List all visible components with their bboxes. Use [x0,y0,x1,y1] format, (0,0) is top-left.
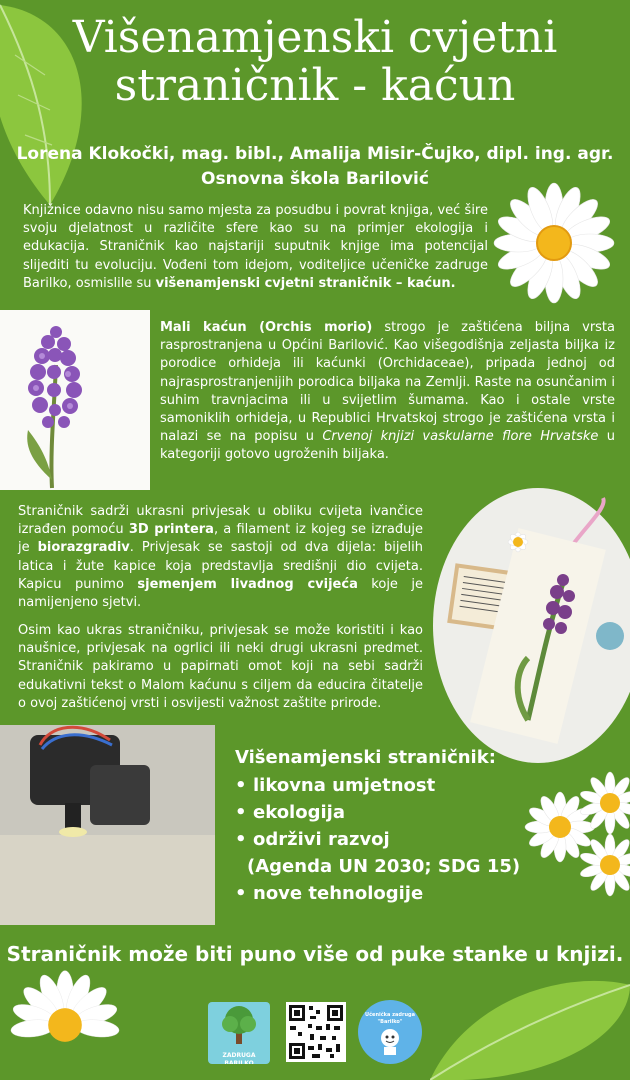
list-item [235,772,520,799]
logo-left-text: ZADRUGA BARILKO [222,1052,256,1064]
orchid-italic: Crvenoj knjizi vaskularne flore Hrvatske [322,429,599,445]
orchid-text-1: strogo je zaštićena biljna vrsta rasprostranjena u Općini Barilović. Kao višegodišnja zeljasta biljka iz porodice orhideja ili kaćunki (Orchidaceae), pripada jednoj od najrasprostranjenijih porodica biljaka na Zemlji. Raste na osunčanim i suhim travnjacima ili u svijetlim šumama. Kao i ostale vrste samoniklih orhideja, u Republici Hrvatskoj strogo je zaštićena vrsta i nalazi se na popisu u [160,320,615,445]
bullet-icon: • [235,829,247,850]
pendant-text-2: , a filament iz kojeg se izrađuje je [18,522,423,556]
list-item-text: ekologija [253,802,345,823]
3d-printer-icon [0,725,215,925]
list-item-text: nove tehnologije [253,883,424,904]
list-item [235,880,520,907]
tree-icon [208,1002,270,1048]
logo-right-text: Učenička zadruga "Barilko" [365,1012,415,1025]
bookmark-photo [433,488,630,763]
bullet-icon: • [235,883,247,904]
list-item-text: (Agenda UN 2030; SDG 15) [247,856,521,877]
bookmark-icon [433,488,630,763]
orchid-icon [0,310,150,490]
bullet-icon: • [235,802,247,823]
list-item-text: održivi razvoj [253,829,390,850]
intro-paragraph [23,202,488,293]
list-item-note [235,853,520,880]
mascot-icon [370,1026,410,1056]
qr-code-icon [286,1002,346,1062]
orchid-text-2: u kategoriji gotovo ugroženih biljaka. [160,429,615,463]
daisy-icon [493,182,615,304]
usage-paragraph: Osim kao ukras straničniku, privjesak se može koristiti i kao naušnice, privjesak na ogrlici ili neki drugi ukrasni predmet. Straničnik pakiramo u papirnati omot koji na sebi sadrži edukativni tekst o Malom kaćunu s ciljem da educira čitatelje o ovoj zaštićenoj vrsti i osvijesti važnost zaštite prirode. [18,623,423,711]
orchid-paragraph [160,319,615,465]
pendant-bold-2: biorazgradiv [37,540,130,556]
slogan: Straničnik može biti puno više od puke stanke u knjizi. [6,942,624,966]
pendant-bold-3: sjemenjem livadnog cvijeća [137,576,358,592]
title-line-2: straničnik - kaćun [114,60,516,111]
authors: Lorena Klokočki, mag. bibl., Amalija Misir-Čujko, dipl. ing. agr. [16,144,614,164]
printer-photo [0,725,215,925]
zadruga-logo [358,1000,422,1064]
daisy-bottom-icon [0,970,150,1080]
pendant-bold-1: 3D printera [128,522,214,538]
intro-bold: višenamjenski cvjetni straničnik – kaćun. [155,275,456,291]
title-line-1: Višenamjenski cvjetni [72,12,558,63]
school-name: Osnovna škola Barilović [201,169,429,189]
pendant-text-3: . Privjesak se sastoji od dva dijela: bijelih latica i žute kapice koja predstavlja središnji dio cvijeta. Kapicu punimo [18,540,423,592]
bullet-icon: • [235,775,247,796]
list-item [235,826,520,853]
feature-list [235,772,520,907]
pendant-paragraph [18,503,423,612]
pendant-text-1: Straničnik sadrži ukrasni privjesak u obliku cvijeta ivančice izrađen pomoću [18,504,423,538]
orchid-bold: Mali kaćun (Orchis morio) [160,320,373,335]
list-item [235,799,520,826]
orchid-photo [0,310,150,490]
list-title: Višenamjenski straničnik: [235,747,496,768]
barilko-logo [208,1002,270,1064]
poster-title [0,14,630,110]
intro-text: Knjižnice odavno nisu samo mjesta za posudbu i povrat knjiga, već šire svoju djelatnost u različite sfere kao su na primjer ekologija i edukacija. Straničnik kao najstariji suputnik knjige ima potencijal slijediti tu evoluciju. Vođeni tom idejom, voditeljice učeničke zadruge Barilko, osmislile su [23,203,488,291]
leaf-bottom-right-icon [430,975,630,1080]
list-item-text: likovna umjetnost [253,775,436,796]
pendant-text-4: koje je namijenjeno sjetvi. [18,576,423,611]
daisy-cluster-icon [515,765,630,905]
